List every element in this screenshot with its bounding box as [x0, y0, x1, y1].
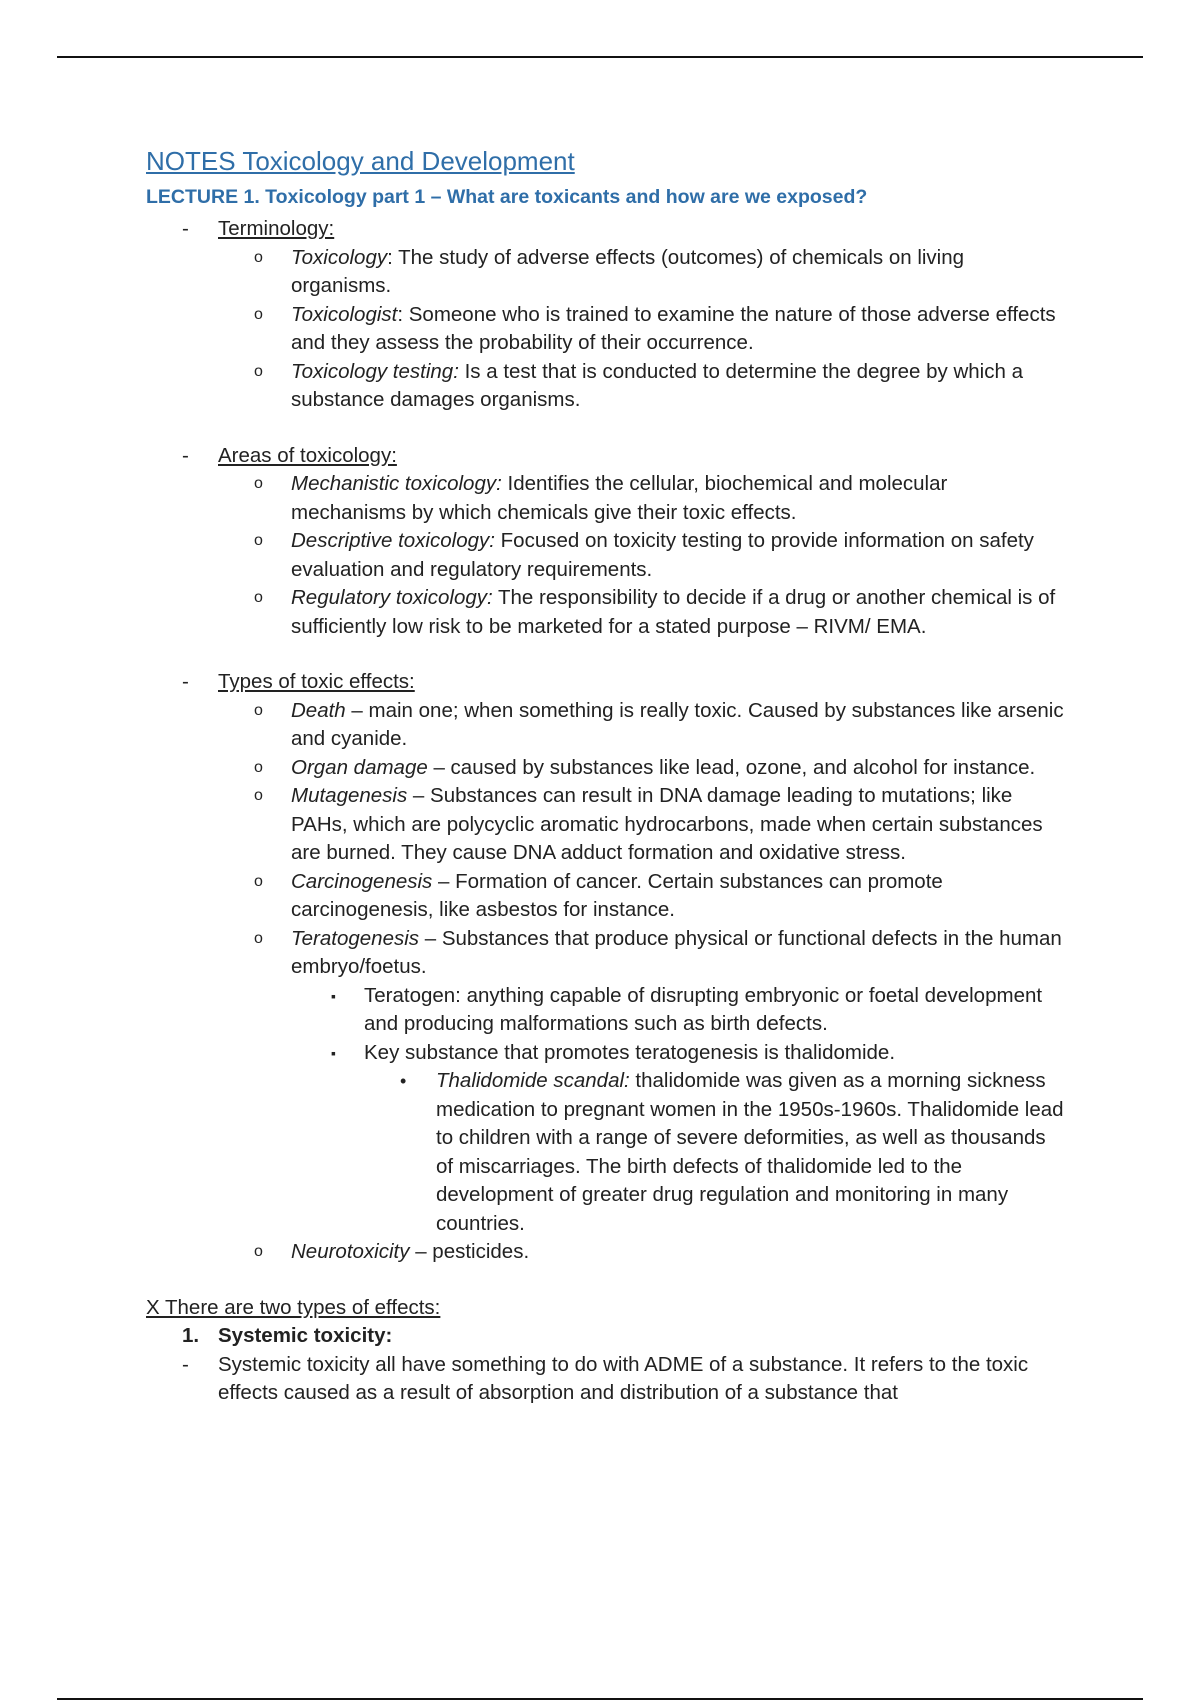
term: Toxicologist	[291, 302, 398, 326]
definition: Is a test that is conducted to determine the degree by which a substance damages organisms.	[291, 359, 1023, 411]
circle-bullet: o	[254, 305, 263, 323]
definition: Focused on toxicity testing to provide information on safety evaluation and regulatory requirements.	[291, 529, 1034, 581]
section-terminology	[146, 215, 1066, 244]
circle-bullet: o	[254, 248, 263, 266]
lecture-heading: LECTURE 1. Toxicology part 1 – What are toxicants and how are we exposed?	[146, 186, 868, 208]
item-number: 1.	[182, 1324, 200, 1347]
list-item	[146, 925, 1066, 982]
circle-bullet: o	[254, 872, 263, 890]
effects-heading: X There are two types of effects:	[146, 1295, 441, 1319]
definition: Identifies the cellular, biochemical and molecular mechanisms by which chemicals give their toxic effects.	[291, 472, 948, 524]
list-item	[146, 754, 1066, 783]
sub-list-item: ▪ Key substance that promotes teratogenesis is thalidomide.	[146, 1039, 1066, 1068]
term: Carcinogenesis	[291, 869, 433, 893]
circle-bullet: o	[254, 589, 263, 606]
list-item	[146, 244, 1066, 301]
circle-bullet: o	[254, 475, 263, 492]
dot-bullet: •	[400, 1071, 407, 1091]
definition: : Someone who is trained to examine the nature of those adverse effects and they assess the probability of their occurrence.	[291, 302, 1056, 354]
term: Neurotoxicity	[291, 1240, 410, 1263]
list-item	[146, 584, 1066, 641]
term: Mechanistic toxicology:	[291, 472, 502, 495]
term: Toxicology testing:	[291, 359, 459, 383]
circle-bullet: o	[254, 758, 263, 776]
section-heading: Areas of toxicology:	[218, 443, 397, 467]
circle-bullet: o	[254, 1243, 263, 1260]
list-item	[146, 527, 1066, 584]
term: Thalidomide scandal:	[436, 1069, 630, 1092]
paragraph-text: Systemic toxicity all have something to do with ADME of a substance. It refers to the toxic effects caused as a result of absorption and distribution of a substance that	[218, 1352, 1029, 1404]
term: Descriptive toxicology:	[291, 529, 495, 552]
section-areas	[146, 442, 1066, 471]
circle-bullet: o	[254, 362, 263, 380]
term: Teratogenesis	[291, 926, 420, 950]
document-body	[146, 145, 1066, 1408]
circle-bullet: o	[254, 532, 263, 549]
header-rule	[57, 56, 1143, 58]
page-title: NOTES Toxicology and Development	[146, 146, 575, 176]
definition: : The study of adverse effects (outcomes) of chemicals on living organisms.	[291, 245, 965, 297]
sub-list-item: ▪ Teratogen: anything capable of disrupting embryonic or foetal development and producing malformations such as birth defects.	[331, 983, 1043, 1035]
term: Regulatory toxicology:	[291, 586, 493, 609]
dash-marker: -	[182, 443, 189, 467]
dash-marker: -	[182, 670, 189, 693]
list-item	[146, 470, 1066, 527]
list-item	[146, 1238, 1066, 1267]
list-item	[146, 697, 1066, 754]
section-heading: Types of toxic effects:	[218, 670, 415, 693]
circle-bullet: o	[254, 701, 263, 719]
effects-paragraph	[146, 1351, 1066, 1408]
dash-marker: -	[182, 217, 189, 240]
definition: thalidomide was given as a morning sickness medication to pregnant women in the 1950s-1960s. Thalidomide lead to children with a range of severe deformities, as well as thousands of miscarriages. The birth defects of thalidomide led to the development of greater drug regulation and monitoring in many countries.	[436, 1069, 1064, 1235]
term: Death	[291, 698, 346, 722]
list-item	[146, 782, 1066, 868]
dash-marker: -	[182, 1352, 189, 1376]
list-item	[146, 301, 1066, 358]
circle-bullet: o	[254, 929, 263, 947]
sub-sub-list-item	[146, 1067, 1066, 1238]
circle-bullet: o	[254, 787, 263, 804]
term: Mutagenesis	[291, 784, 408, 807]
numbered-item	[146, 1322, 1066, 1351]
definition: – pesticides.	[409, 1240, 530, 1263]
numbered-item-label: Systemic toxicity:	[218, 1324, 393, 1347]
term: Organ damage	[291, 755, 428, 779]
square-bullet: ▪	[331, 987, 336, 1004]
square-bullet: ▪	[331, 1044, 336, 1061]
definition: – Substances can result in DNA damage leading to mutations; like PAHs, which are polycyclic aromatic hydrocarbons, made when certain substances are burned. They cause DNA adduct formation and oxidative stress.	[291, 784, 1043, 864]
section-heading: Terminology:	[218, 217, 335, 240]
definition: – Substances that produce physical or functional defects in the human embryo/foetus.	[291, 926, 1062, 978]
definition: – main one; when something is really toxic. Caused by substances like arsenic and cyanide.	[291, 698, 1064, 750]
list-item	[146, 358, 1066, 415]
section-types	[146, 668, 1066, 697]
list-item	[146, 868, 1066, 925]
definition: – caused by substances like lead, ozone, and alcohol for instance.	[427, 755, 1036, 779]
definition: – Formation of cancer. Certain substances can promote carcinogenesis, like asbestos for instance.	[291, 869, 943, 921]
term: Toxicology	[291, 245, 388, 269]
definition: The responsibility to decide if a drug or another chemical is of sufficiently low risk to be marketed for a stated purpose – RIVM/ EMA.	[291, 586, 1056, 638]
